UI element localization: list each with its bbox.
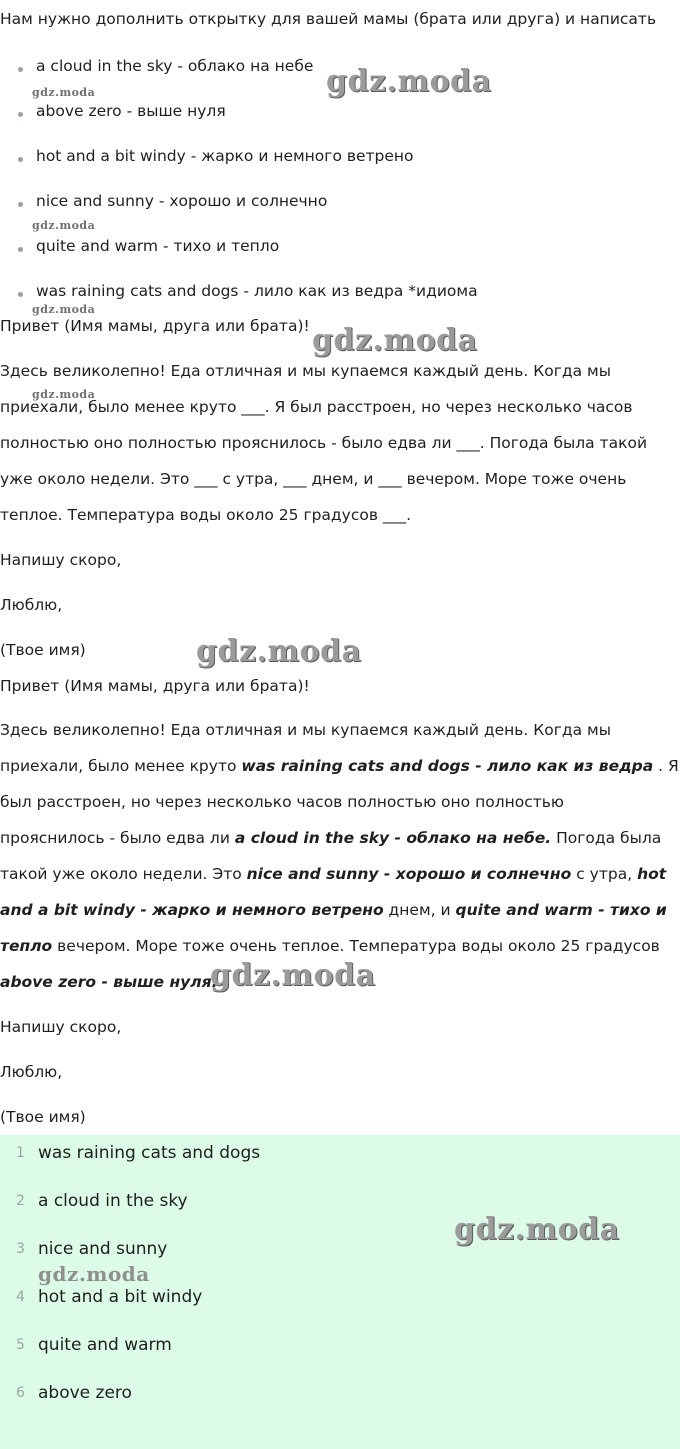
watermark: gdz.moda xyxy=(32,219,96,232)
template-signature: (Твое имя) xyxy=(0,641,86,659)
answer-item: nice and sunny xyxy=(38,1239,168,1259)
watermark: gdz.moda xyxy=(326,64,492,99)
watermark: gdz.moda xyxy=(196,634,362,669)
watermark: gdz.moda xyxy=(312,323,478,358)
template-line: теплое. Температура воды около 25 градусов ___. xyxy=(0,506,412,524)
template-line: уже около недели. Это ___ с утра, ___ днем, и ___ вечером. Море тоже очень xyxy=(0,470,627,488)
filled-line xyxy=(0,973,217,991)
bullet-icon xyxy=(18,202,23,207)
template-greeting: Привет (Имя мамы, друга или брата)! xyxy=(0,317,310,335)
answer-highlight: a cloud in the sky - облако на небе. xyxy=(234,829,552,847)
answer-item: was raining cats and dogs xyxy=(38,1143,261,1163)
bullet-icon xyxy=(18,67,23,72)
answer-highlight: above zero - выше нуля. xyxy=(0,973,218,991)
answer-highlight: тепло xyxy=(0,937,53,955)
answer-number: 3 xyxy=(16,1241,25,1257)
filled-closing: Люблю, xyxy=(0,1063,63,1081)
vocab-item: hot and a bit windy - жарко и немного ветрено xyxy=(36,147,414,165)
filled-greeting: Привет (Имя мамы, друга или брата)! xyxy=(0,677,310,695)
watermark: gdz.moda xyxy=(38,1262,150,1286)
watermark: gdz.moda xyxy=(32,303,96,316)
answer-item: quite and warm xyxy=(38,1335,172,1355)
filled-line: приехали, было менее круто was raining cats and dogs - лило как из ведра . Я xyxy=(0,757,679,775)
template-line: приехали, было менее круто ___. Я был расстроен, но через несколько часов xyxy=(0,398,633,416)
vocab-item: was raining cats and dogs - лило как из ведра *идиома xyxy=(36,282,478,300)
answer-item: a cloud in the sky xyxy=(38,1191,188,1211)
answer-number: 5 xyxy=(16,1337,25,1353)
filled-line: такой уже около недели. Это nice and sunny - хорошо и солнечно с утра, hot xyxy=(0,865,667,883)
answer-number: 2 xyxy=(16,1193,25,1209)
watermark: gdz.moda xyxy=(210,958,376,993)
watermark: gdz.moda xyxy=(32,86,96,99)
answer-highlight: quite and warm - тихо и xyxy=(455,901,667,919)
answer-box xyxy=(0,1135,680,1449)
vocab-item: quite and warm - тихо и тепло xyxy=(36,237,280,255)
answer-number: 1 xyxy=(16,1145,25,1161)
vocab-item: nice and sunny - хорошо и солнечно xyxy=(36,192,328,210)
filled-line: был расстроен, но через несколько часов полностью оно полностью xyxy=(0,793,564,811)
watermark: gdz.moda xyxy=(454,1212,620,1247)
template-closing: Напишу скоро, xyxy=(0,551,122,569)
answer-number: 4 xyxy=(16,1289,25,1305)
template-closing: Люблю, xyxy=(0,596,63,614)
bullet-icon xyxy=(18,292,23,297)
bullet-icon xyxy=(18,247,23,252)
bullet-icon xyxy=(18,112,23,117)
task-intro: Нам нужно дополнить открытку для вашей мамы (брата или друга) и написать xyxy=(0,10,657,28)
answer-highlight: and a bit windy - жарко и немного ветрено xyxy=(0,901,384,919)
vocab-item: a cloud in the sky - облако на небе xyxy=(36,57,314,75)
template-line: полностью оно полностью прояснилось - было едва ли ___. Погода была такой xyxy=(0,434,648,452)
answer-item: above zero xyxy=(38,1383,132,1403)
filled-line: and a bit windy - жарко и немного ветрено днем, и quite and warm - тихо и xyxy=(0,901,667,919)
bullet-icon xyxy=(18,157,23,162)
filled-line: тепло вечером. Море тоже очень теплое. Температура воды около 25 градусов xyxy=(0,937,660,955)
filled-closing: Напишу скоро, xyxy=(0,1018,122,1036)
answer-number: 6 xyxy=(16,1385,25,1401)
vocab-item: above zero - выше нуля xyxy=(36,102,226,120)
answer-item: hot and a bit windy xyxy=(38,1287,203,1307)
template-line: Здесь великолепно! Еда отличная и мы купаемся каждый день. Когда мы xyxy=(0,362,611,380)
filled-line: Здесь великолепно! Еда отличная и мы купаемся каждый день. Когда мы xyxy=(0,721,611,739)
filled-signature: (Твое имя) xyxy=(0,1108,86,1126)
answer-highlight: hot xyxy=(637,865,667,883)
filled-line: прояснилось - было едва ли a cloud in the sky - облако на небе. Погода была xyxy=(0,829,662,847)
watermark: gdz.moda xyxy=(32,388,96,401)
answer-highlight: was raining cats and dogs - лило как из ведра xyxy=(241,757,654,775)
answer-highlight: nice and sunny - хорошо и солнечно xyxy=(246,865,572,883)
